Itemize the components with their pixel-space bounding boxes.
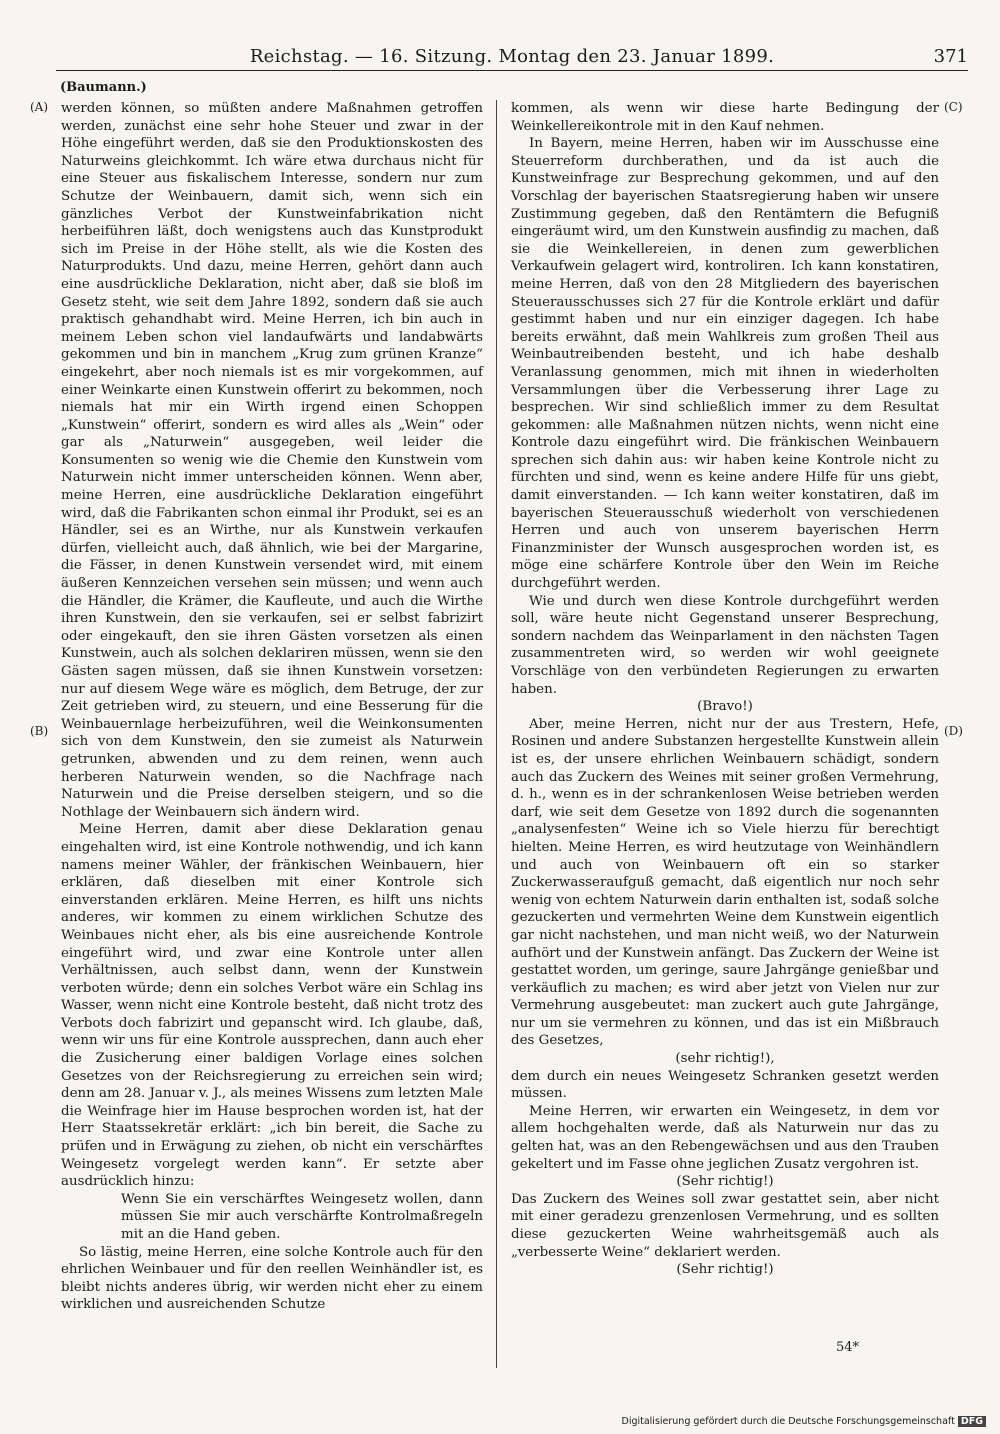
paragraph: So lästig, meine Herren, eine solche Kontrole auch für den ehrlichen Weinbauer und für den reellen Weinhändler ist, es bleibt nichts anderes übrig, wir werden nicht eher zu einem wirklichen und ausreichenden Schutze <box>61 1244 483 1313</box>
margin-marker-c: (C) <box>944 100 963 114</box>
left-column <box>61 100 483 1314</box>
margin-marker-d: (D) <box>944 724 963 738</box>
paragraph: Das Zuckern des Weines soll zwar gestattet sein, aber nicht mit einer geradezu grenzenlosen Vermehrung, und es sollten diese gezuckerten Weine wahrheitsgemäß auch als „verbesserte Weine“ deklariert werden. <box>511 1191 939 1260</box>
footer-credit <box>622 1416 987 1427</box>
interjection: (sehr richtig!), <box>675 1051 775 1067</box>
paragraph: kommen, als wenn wir diese harte Bedingung der Weinkellereikontrole mit in den Kauf nehmen. <box>511 101 939 134</box>
paragraph: dem durch ein neues Weingesetz Schranken gesetzt werden müssen. <box>511 1068 939 1102</box>
header-rule <box>56 70 968 71</box>
margin-marker-a: (A) <box>30 100 49 114</box>
block-quote: Wenn Sie ein verschärftes Weingesetz wollen, dann müssen Sie mir auch verschärfte Kontrolmaßregeln mit an die Hand geben. <box>121 1191 483 1242</box>
paragraph: Wie und durch wen diese Kontrole durchgeführt werden soll, wäre heute nicht Gegenstand unserer Besprechung, sondern nachdem das Weinparlament in den nächsten Tagen zusammentreten wird, so werden wir wohl geeignete Vorschläge von den verbündeten Regierungen zu erwarten haben. <box>511 593 939 697</box>
paragraph: Meine Herren, wir erwarten ein Weingesetz, in dem vor allem hochgehalten werde, daß als Naturwein nur das zu gelten hat, was an den Rebengewächsen und aus den Trauben gekeltert und im Fasse ohne jeglichen Zusatz vergohren ist. <box>511 1103 939 1172</box>
column-divider <box>496 100 497 1368</box>
paragraph: Meine Herren, damit aber diese Deklaration genau eingehalten wird, ist eine Kontrole nothwendig, und ich kann namens meiner Wähler, der fränkischen Weinbauern, hier erklären, daß dieselben mit einer Kontrole sich einverstanden erklären. Meine Herren, es hilft uns nichts anderes, wir kommen zu einem wirklichen Schutze des Weinbaues nicht eher, als bis eine ausreichende Kontrole eingeführt wird, und zwar eine Kontrole unter allen Verhältnissen, auch selbst dann, wenn der Kunstwein verboten würde; denn ein solches Verbot wäre ein Schlag ins Wasser, wenn nicht eine Kontrole besteht, daß nicht trotz des Verbots doch fabrizirt und gepanscht wird. Ich glaube, daß, wenn wir uns für eine Kontrole aussprechen, dann auch eher die Zusicherung einer baldigen Vorlage eines solchen Gesetzes von der Reichsregierung zu erreichen sein wird; denn am 28. Januar v. J., als meines Wissens zum letzten Male die Weinfrage hier im Hause besprochen worden ist, hat der Herr Staatssekretär erklärt: „ich bin bereit, die Sache zu prüfen und in Erwägung zu ziehen, ob nicht ein verschärftes Weingesetz vorgelegt werden kann“. Er setzte aber ausdrücklich hinzu: <box>61 822 483 1190</box>
interjection: (Bravo!) <box>697 699 753 715</box>
page-header <box>56 44 968 72</box>
footer-text: Digitalisierung gefördert durch die Deutsche Forschungsgemeinschaft <box>621 1416 955 1427</box>
paragraph: In Bayern, meine Herren, haben wir im Ausschusse eine Steuerreform durchberathen, und da ist auch die Kunstweinfrage zur Besprechung gekommen, und auf den Vorschlag der bayerischen Staatsregierung haben wir unsere Zustimmung gegeben, daß den Rentämtern die Befugniß eingeräumt wird, um den Kunstwein ausfindig zu machen, daß sie die Weinkellereien, in denen zum gewerblichen Verkaufwein gelagert wird, kontroliren. Ich kann konstatiren, meine Herren, daß von den 28 Mitgliedern des bayerischen Steuerausschusses sich 27 für die Kontrole erklärt und dafür gestimmt haben und nur ein einziger dagegen. Ich habe bereits erwähnt, daß mein Wahlkreis zum großen Theil aus Weinbautreibenden besteht, und ich habe deshalb Veranlassung genommen, mich mit ihnen in wiederholten Versammlungen über die Verbesserung ihrer Lage zu besprechen. Wir sind schließlich immer zu dem Resultat gekommen: alle Maßnahmen nützen nichts, wenn nicht eine Kontrole dazu eingeführt wird. Die fränkischen Weinbauern sprechen sich dahin aus: wir haben keine Kontrole nicht zu fürchten und sind, wenn es keine andere Hilfe für uns giebt, damit einverstanden. — Ich kann weiter konstatiren, daß im bayerischen Steuerausschuß wiederholt von verschiedenen Herren und auch von unserem bayerischen Herrn Finanzminister der Wunsch ausgesprochen worden ist, es möge eine schärfere Kontrole über den Wein im Reiche durchgeführt werden. <box>511 136 939 592</box>
dfg-logo: DFG <box>958 1416 986 1427</box>
paragraph: Aber, meine Herren, nicht nur der aus Trestern, Hefe, Rosinen und andere Substanzen hergestellte Kunstwein allein ist es, der unsere ehrlichen Weinbauern schädigt, sondern auch das Zuckern des Weines mit seiner großen Vermehrung, d. h., wenn es in der schrankenlosen Weise betrieben werden darf, wie seit dem Gesetze von 1892 durch die sogenannten „analysenfesten“ Weine ich so Viele hierzu für berechtigt hielten. Meine Herren, es wird heutzutage von Weinhändlern und auch von Weinbauern oft ein so starker Zuckerwasseraufguß gemacht, daß eigentlich nur noch sehr wenig von echtem Naturwein darin enthalten ist, sodaß solche gezuckerten und vermehrten Weine dem Kunstwein eigentlich gar nicht nachstehen, und man nicht weiß, wo der Naturwein aufhört und der Kunstwein anfängt. Das Zuckern der Weine ist gestattet worden, um geringe, saure Jahrgänge genießbar und verkäuflich zu machen; es wird aber jetzt von Vielen nur zur Vermehrung ausgebeutet: man zuckert auch gute Jahrgänge, nur um sie vermehren zu können, und das ist ein Mißbrauch des Gesetzes, <box>511 716 939 1049</box>
paragraph: werden können, so müßten andere Maßnahmen getroffen werden, zunächst eine sehr hohe Steuer und zwar in der Höhe eingeführt werden, daß sie den Produktionskosten des Naturweins gleichkommt. Ich wäre etwa durchaus nicht für eine Steuer aus fiskalischem Interesse, sondern nur zum Schutze der Weinbauern, damit sich, wenn sich ein gänzliches Verbot der Kunstweinfabrikation nicht herbeiführen läßt, doch wenigstens auch das Kunstprodukt sich im Preise in der Höhe stellt, als wie die Kosten des Naturprodukts. Und dazu, meine Herren, gehört dann auch eine ausdrückliche Deklaration, nicht aber, daß sie bloß im Gesetz steht, wie seit dem Jahre 1892, sondern daß sie auch praktisch gehandhabt wird. Meine Herren, ich bin auch in meinem Leben schon viel landaufwärts und landabwärts gekommen und bin in manchem „Krug zum grünen Kranze“ eingekehrt, aber noch niemals ist es mir vorgekommen, auf einer Weinkarte einen Kunstwein offerirt zu bekommen, noch niemals hat mir ein Wirth irgend einen Schoppen „Kunstwein“ offerirt, sondern es wird alles als „Wein“ oder gar als „Naturwein“ ausgegeben, weil leider die Konsumenten so wenig wie die Chemie den Kunstwein vom Naturwein nicht immer unterscheiden können. Wenn aber, meine Herren, eine ausdrückliche Deklaration eingeführt wird, daß die Fabrikanten schon einmal ihr Produkt, sei es an Händler, sei es an Wirthe, nur als Kunstwein verkaufen dürfen, vielleicht auch, daß ähnlich, wie bei der Margarine, die Fässer, in denen Kunstwein versendet wird, mit einem äußeren Kennzeichen versehen sein müssen; und wenn auch die Händler, die Krämer, die Kaufleute, und auch die Wirthe ihren Kunstwein, den sie verkaufen, sei er selbst fabrizirt oder eingekauft, den sie ihren Gästen vorsetzen als einen Kunstwein, auch als solchen deklariren müssen, wenn sie den Gästen sagen müssen, daß sie ihnen Kunstwein vorsetzen: nur auf diesem Wege wäre es möglich, dem Betruge, der zur Zeit getrieben wird, zu steuern, und eine Besserung für die Weinbauernlage herbeizuführen, weil die Weinkonsumenten sich von dem Kunstwein, den sie zumeist als Naturwein getrunken, abwenden und zu dem reinen, wenn auch herberen Naturwein wenden, so die Nachfrage nach Naturwein und die Preise derselben steigern, und so die Nothlage der Weinbauern sich ändern wird. <box>61 101 483 820</box>
sheet-signature: 54* <box>836 1340 860 1355</box>
interjection: (Sehr richtig!) <box>676 1174 774 1190</box>
running-title: Reichstag. — 16. Sitzung. Montag den 23. Januar 1899. <box>249 46 775 67</box>
page-number: 371 <box>933 46 968 67</box>
interjection: (Sehr richtig!) <box>676 1262 774 1278</box>
speaker-name: (Baumann.) <box>60 80 147 95</box>
right-column <box>511 100 939 1279</box>
margin-marker-b: (B) <box>30 724 49 738</box>
